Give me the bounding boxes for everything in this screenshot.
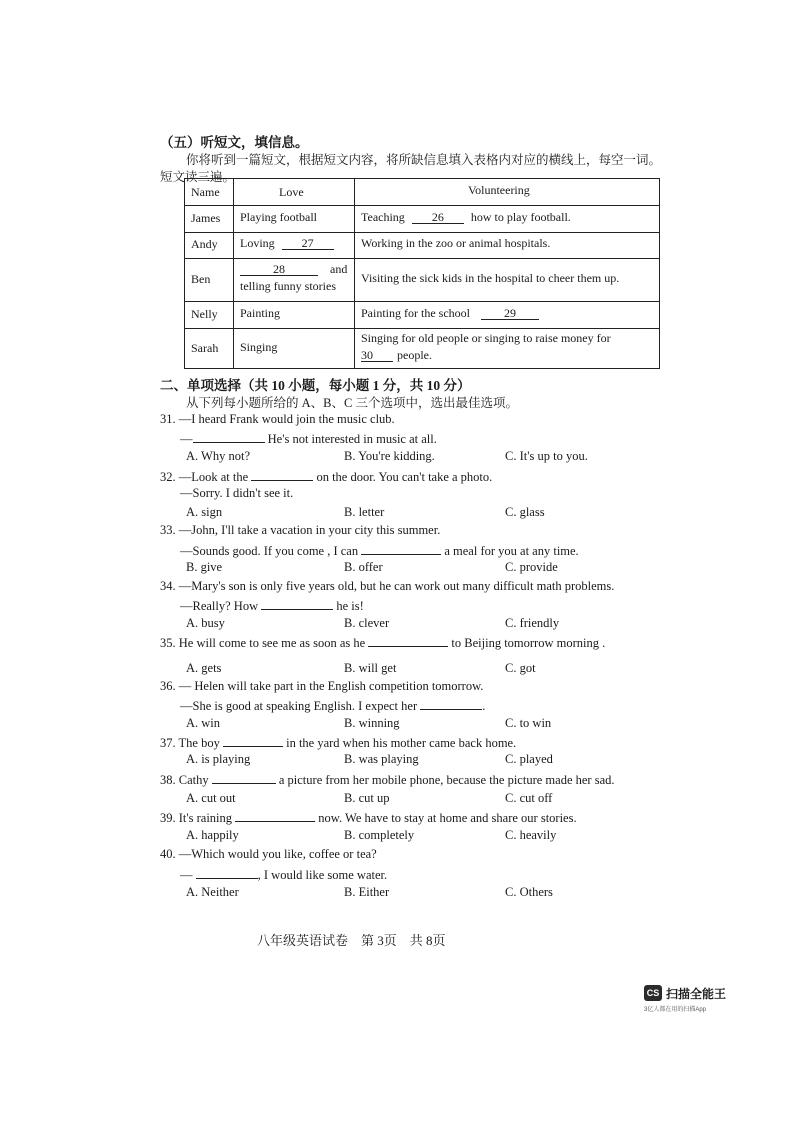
row-volunteering: Singing for old people or singing to raise money for	[361, 331, 611, 345]
option-a[interactable]: A. Why not?	[186, 449, 250, 463]
question-39-stem: 39. It's raining now. We have to stay at home and share our stories.	[160, 811, 577, 825]
page-footer: 八年级英语试卷 第 3页 共 8页	[257, 933, 446, 948]
option-c[interactable]: C. cut off	[505, 791, 553, 805]
option-b[interactable]: B. was playing	[344, 752, 419, 766]
row-volunteering: Teaching 26 how to play football.	[361, 210, 571, 224]
row-love-line2: telling funny stories	[240, 279, 336, 293]
row-love: Painting	[240, 306, 281, 320]
row-love: Singing	[240, 340, 278, 354]
row-name: Nelly	[191, 307, 218, 321]
section-instruction: 你将听到一篇短文，根据短文内容，将所缺信息填入表格内对应的横线上，每空一词。	[186, 153, 662, 167]
option-b[interactable]: B. clever	[344, 616, 390, 630]
option-a[interactable]: A. happily	[186, 828, 239, 842]
option-b[interactable]: B. Either	[344, 885, 390, 899]
question-35-stem: 35. He will come to see me as soon as he to Beijing tomorrow morning .	[160, 636, 606, 650]
part-title: 二、单项选择（共 10 小题，每小题 1 分，共 10 分）	[160, 378, 471, 393]
question-40-reply: — , I would like some water.	[180, 868, 388, 882]
answer-blank[interactable]: 26	[412, 211, 464, 224]
row-name: Sarah	[191, 341, 219, 355]
option-c[interactable]: C. to win	[505, 716, 552, 730]
section-title: （五）听短文，填信息。	[160, 135, 309, 150]
answer-blank[interactable]	[420, 697, 482, 710]
option-a[interactable]: A. busy	[186, 616, 225, 630]
answer-blank[interactable]: 27	[282, 237, 334, 250]
scanner-app-name: 扫描全能王	[666, 987, 727, 1001]
row-volunteering: Painting for the school 29	[361, 305, 539, 322]
question-36-stem: 36. — Helen will take part in the English competition tomorrow.	[160, 679, 484, 693]
section-instruction-cont: 短文读三遍。	[160, 170, 236, 184]
question-38-stem: 38. Cathy a picture from her mobile phone, because the picture made her sad.	[160, 773, 615, 787]
header-name: Name	[191, 185, 220, 199]
answer-blank[interactable]	[223, 734, 283, 747]
info-table	[184, 178, 660, 369]
answer-blank[interactable]	[193, 430, 265, 443]
option-c[interactable]: C. got	[505, 661, 536, 675]
option-c[interactable]: C. friendly	[505, 616, 560, 630]
question-37-stem: 37. The boy in the yard when his mother came back home.	[160, 736, 517, 750]
answer-blank[interactable]	[261, 597, 333, 610]
option-a[interactable]: A. gets	[186, 661, 222, 675]
question-31-reply: — He's not interested in music at all.	[180, 432, 437, 446]
option-a[interactable]: A. is playing	[186, 752, 251, 766]
answer-blank[interactable]: 29	[481, 307, 539, 320]
option-c[interactable]: C. Others	[505, 885, 553, 899]
option-a[interactable]: A. cut out	[186, 791, 236, 805]
row-love: Loving 27	[240, 235, 334, 252]
question-33-reply: —Sounds good. If you come , I can a meal for you at any time.	[180, 544, 579, 558]
option-a[interactable]: A. Neither	[186, 885, 239, 899]
row-name: Andy	[191, 237, 218, 251]
question-36-reply: —She is good at speaking English. I expect her .	[180, 699, 486, 713]
header-love: Love	[279, 185, 304, 199]
option-b[interactable]: B. completely	[344, 828, 415, 842]
option-c[interactable]: C. It's up to you.	[505, 449, 588, 463]
camscanner-logo-icon: CS	[644, 985, 662, 1001]
option-c[interactable]: C. glass	[505, 505, 545, 519]
row-name: James	[191, 211, 221, 225]
option-b[interactable]: B. You're kidding.	[344, 449, 435, 463]
question-31-stem: 31. —I heard Frank would join the music club.	[160, 412, 395, 426]
question-34-stem: 34. —Mary's son is only five years old, but he can work out many difficult math problems.	[160, 579, 615, 593]
option-b[interactable]: B. offer	[344, 560, 383, 574]
option-b[interactable]: B. winning	[344, 716, 400, 730]
question-40-stem: 40. —Which would you like, coffee or tea?	[160, 847, 377, 861]
answer-blank[interactable]	[235, 809, 315, 822]
option-a[interactable]: A. win	[186, 716, 221, 730]
row-volunteering: Working in the zoo or animal hospitals.	[361, 236, 551, 250]
row-love: Playing football	[240, 210, 317, 224]
row-volunteering: Visiting the sick kids in the hospital to cheer them up.	[361, 271, 620, 285]
option-b[interactable]: B. will get	[344, 661, 397, 675]
part-instruction: 从下列每小题所给的 A、B、C 三个选项中，选出最佳选项。	[186, 396, 518, 410]
option-c[interactable]: C. provide	[505, 560, 558, 574]
answer-blank[interactable]	[196, 866, 258, 879]
answer-blank[interactable]	[251, 468, 313, 481]
answer-blank[interactable]: 28	[240, 263, 318, 276]
question-34-reply: —Really? How he is!	[180, 599, 364, 613]
answer-blank[interactable]	[361, 542, 441, 555]
option-c[interactable]: C. heavily	[505, 828, 557, 842]
header-volunteering: Volunteering	[468, 183, 530, 197]
row-love: 28 and	[240, 261, 347, 278]
question-32-stem: 32. —Look at the on the door. You can't take a photo.	[160, 470, 493, 484]
question-33-stem: 33. —John, I'll take a vacation in your city this summer.	[160, 523, 441, 537]
row-volunteering-line2: 30 people.	[361, 348, 432, 362]
option-b[interactable]: B. cut up	[344, 791, 390, 805]
answer-blank[interactable]	[212, 771, 276, 784]
option-a[interactable]: B. give	[186, 560, 223, 574]
option-b[interactable]: B. letter	[344, 505, 385, 519]
answer-blank[interactable]: 30	[361, 349, 393, 362]
scanner-tagline: 3亿人都在用的扫描App	[644, 1007, 707, 1013]
row-name: Ben	[191, 272, 211, 286]
option-a[interactable]: A. sign	[186, 505, 223, 519]
option-c[interactable]: C. played	[505, 752, 553, 766]
question-32-reply: —Sorry. I didn't see it.	[180, 486, 294, 500]
answer-blank[interactable]	[368, 634, 448, 647]
